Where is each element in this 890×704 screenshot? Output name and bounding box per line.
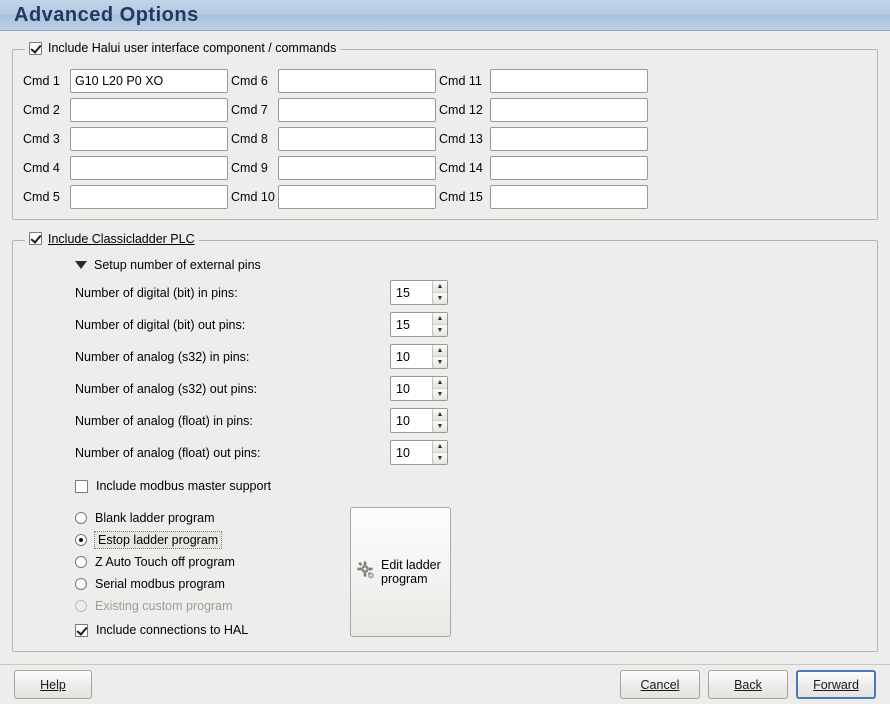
cmd-12-label: Cmd 12	[439, 102, 483, 117]
edit-ladder-program-line1: Edit ladder	[381, 558, 441, 573]
cmd-9-label: Cmd 9	[231, 160, 268, 175]
classicladder-checkbox[interactable]	[29, 232, 42, 245]
cmd-6-input[interactable]	[278, 69, 436, 93]
cmd-13-label: Cmd 13	[439, 131, 483, 146]
cmd-3-input[interactable]	[70, 127, 228, 151]
dialog-content	[0, 31, 890, 664]
spinner-up-icon[interactable]: ▲	[433, 313, 447, 325]
radio-label: Serial modbus program	[95, 577, 225, 592]
halui-group	[12, 41, 878, 220]
spinner-up-icon[interactable]: ▲	[433, 377, 447, 389]
cmd-4-input[interactable]	[70, 156, 228, 180]
halui-command-grid	[23, 69, 867, 209]
radio-icon[interactable]	[75, 556, 87, 568]
dialog-footer	[0, 664, 890, 704]
modbus-checkbox[interactable]	[75, 480, 88, 493]
edit-ladder-program-line2: program	[381, 572, 428, 587]
classicladder-checkbox-label: Include Classicladder PLC	[48, 231, 195, 246]
halui-checkbox-label: Include Halui user interface component / commands	[48, 41, 337, 56]
spinner-down-icon[interactable]: ▼	[433, 389, 447, 400]
hal-connections-row[interactable]	[75, 619, 330, 641]
cmd-4-label: Cmd 4	[23, 160, 60, 175]
radio-icon	[75, 600, 87, 612]
external-pins-disclosure[interactable]	[75, 258, 867, 272]
cmd-11-input[interactable]	[490, 69, 648, 93]
spinner-down-icon[interactable]: ▼	[433, 421, 447, 432]
halui-group-legend	[25, 41, 340, 58]
radio-estop-ladder-program[interactable]	[75, 529, 330, 551]
forward-button[interactable]	[796, 670, 876, 699]
footer-button-group	[620, 670, 876, 699]
spinner-digital-out-value: 15	[396, 317, 410, 332]
cmd-12-input[interactable]	[490, 98, 648, 122]
cmd-3-label: Cmd 3	[23, 131, 60, 146]
cmd-9-input[interactable]	[278, 156, 436, 180]
spinner-float-out[interactable]	[390, 440, 448, 465]
hal-connections-label: Include connections to HAL	[96, 623, 249, 638]
pin-label-float-out: Number of analog (float) out pins:	[75, 445, 261, 460]
spinner-up-icon[interactable]: ▲	[433, 281, 447, 293]
spinner-digital-in-value: 15	[396, 285, 410, 300]
forward-button-label: Forward	[813, 677, 859, 692]
cmd-15-label: Cmd 15	[439, 189, 483, 204]
pin-label-s32-in: Number of analog (s32) in pins:	[75, 349, 250, 364]
spinner-down-icon[interactable]: ▼	[433, 293, 447, 304]
edit-ladder-program-button[interactable]	[350, 507, 451, 637]
spinner-float-out-buttons[interactable]	[432, 441, 447, 464]
spinner-s32-out-buttons[interactable]	[432, 377, 447, 400]
spinner-down-icon[interactable]: ▼	[433, 325, 447, 336]
radio-label: Blank ladder program	[95, 511, 215, 526]
pin-row-s32-in	[23, 344, 867, 369]
hal-connections-checkbox[interactable]	[75, 624, 88, 637]
cmd-14-input[interactable]	[490, 156, 648, 180]
cmd-8-input[interactable]	[278, 127, 436, 151]
pin-row-digital-in	[23, 280, 867, 305]
spinner-digital-in[interactable]	[390, 280, 448, 305]
cmd-5-input[interactable]	[70, 185, 228, 209]
cmd-7-label: Cmd 7	[231, 102, 268, 117]
spinner-up-icon[interactable]: ▲	[433, 345, 447, 357]
edit-ladder-program-label	[381, 558, 444, 586]
cmd-15-input[interactable]	[490, 185, 648, 209]
radio-icon[interactable]	[75, 578, 87, 590]
spinner-s32-out[interactable]	[390, 376, 448, 401]
classicladder-group	[12, 232, 878, 653]
cmd-7-input[interactable]	[278, 98, 436, 122]
radio-label: Existing custom program	[95, 599, 233, 614]
radio-z-auto-touch-off-program[interactable]	[75, 551, 330, 573]
cmd-13-input[interactable]	[490, 127, 648, 151]
external-pins-disclosure-label: Setup number of external pins	[94, 258, 261, 273]
modbus-checkbox-label: Include modbus master support	[96, 479, 272, 494]
radio-blank-ladder-program[interactable]	[75, 507, 330, 529]
spinner-s32-out-value: 10	[396, 381, 410, 396]
pin-row-digital-out	[23, 312, 867, 337]
cmd-1-input[interactable]	[70, 69, 228, 93]
radio-icon[interactable]	[75, 512, 87, 524]
cmd-8-label: Cmd 8	[231, 131, 268, 146]
ladder-program-area	[23, 507, 867, 641]
cmd-5-label: Cmd 5	[23, 189, 60, 204]
radio-existing-custom-program	[75, 595, 330, 617]
spinner-s32-in[interactable]	[390, 344, 448, 369]
spinner-float-in-value: 10	[396, 413, 410, 428]
spinner-s32-in-buttons[interactable]	[432, 345, 447, 368]
cancel-button-label: Cancel	[640, 677, 680, 692]
radio-icon[interactable]	[75, 534, 87, 546]
cmd-10-label: Cmd 10	[231, 189, 275, 204]
cmd-6-label: Cmd 6	[231, 73, 268, 88]
spinner-float-in[interactable]	[390, 408, 448, 433]
modbus-row	[23, 479, 867, 493]
help-button[interactable]	[14, 670, 92, 699]
back-button-label: Back	[734, 677, 762, 692]
halui-checkbox[interactable]	[29, 42, 42, 55]
pin-label-digital-in: Number of digital (bit) in pins:	[75, 285, 238, 300]
page-title: Advanced Options	[14, 3, 199, 26]
pin-row-float-out	[23, 440, 867, 465]
window-titlebar	[0, 0, 890, 31]
chevron-down-icon	[75, 261, 87, 269]
spinner-digital-out[interactable]	[390, 312, 448, 337]
cmd-11-label: Cmd 11	[439, 73, 482, 88]
spinner-float-in-buttons[interactable]	[432, 409, 447, 432]
pin-row-s32-out	[23, 376, 867, 401]
pin-label-s32-out: Number of analog (s32) out pins:	[75, 381, 258, 396]
spinner-s32-in-value: 10	[396, 349, 410, 364]
radio-label: Z Auto Touch off program	[95, 555, 235, 570]
back-button[interactable]	[708, 670, 788, 699]
spinner-digital-in-buttons[interactable]	[432, 281, 447, 304]
pin-label-digital-out: Number of digital (bit) out pins:	[75, 317, 246, 332]
pin-row-float-in	[23, 408, 867, 433]
cmd-14-label: Cmd 14	[439, 160, 483, 175]
ladder-program-radio-list	[75, 507, 330, 641]
spinner-digital-out-buttons[interactable]	[432, 313, 447, 336]
radio-serial-modbus-program[interactable]	[75, 573, 330, 595]
help-button-label: Help	[40, 677, 66, 692]
cmd-1-label: Cmd 1	[23, 73, 60, 88]
cmd-2-label: Cmd 2	[23, 102, 60, 117]
pin-label-float-in: Number of analog (float) in pins:	[75, 413, 253, 428]
spinner-up-icon[interactable]: ▲	[433, 441, 447, 453]
cancel-button[interactable]	[620, 670, 700, 699]
cmd-2-input[interactable]	[70, 98, 228, 122]
gear-icon	[357, 561, 377, 584]
spinner-down-icon[interactable]: ▼	[433, 357, 447, 368]
radio-label: Estop ladder program	[95, 532, 221, 548]
cmd-10-input[interactable]	[278, 185, 436, 209]
classicladder-group-legend	[25, 232, 199, 249]
spinner-float-out-value: 10	[396, 445, 410, 460]
spinner-down-icon[interactable]: ▼	[433, 453, 447, 464]
spinner-up-icon[interactable]: ▲	[433, 409, 447, 421]
